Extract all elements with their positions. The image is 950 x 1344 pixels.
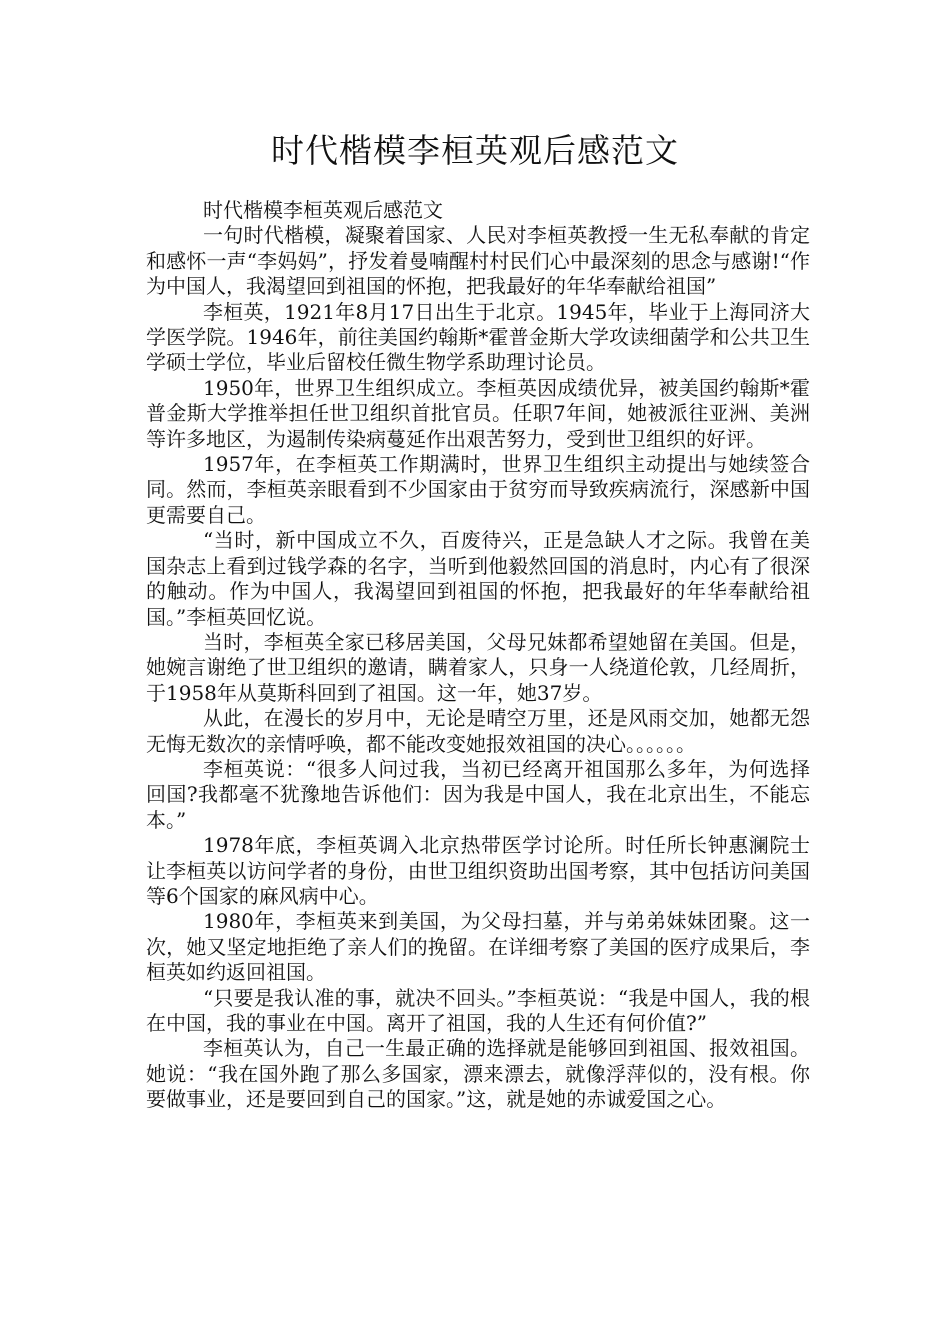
paragraph: 李桓英认为，自己一生最正确的选择就是能够回到祖国、报效祖国。她说：“我在国外跑了那么多国家，漂来漂去，就像浮萍似的，没有根。你要做事业，还是要回到自己的国家。”这，就是她的赤诚爱国之心。	[146, 1036, 810, 1112]
paragraph: 从此，在漫长的岁月中，无论是晴空万里，还是风雨交加，她都无怨无悔无数次的亲情呼唤，都不能改变她报效祖国的决心。。。。。。	[146, 706, 810, 756]
paragraph: 1950年，世界卫生组织成立。李桓英因成绩优异，被美国约翰斯*霍普金斯大学推举担任世卫组织首批官员。任职7年间，她被派往亚洲、美洲等许多地区，为遏制传染病蔓延作出艰苦努力，受到世卫组织的好评。	[146, 375, 810, 451]
paragraph: 1980年，李桓英来到美国，为父母扫墓，并与弟弟妹妹团聚。这一次，她又坚定地拒绝了亲人们的挽留。在详细考察了美国的医疗成果后，李桓英如约返回祖国。	[146, 909, 810, 985]
paragraph: “只要是我认准的事，就决不回头。”李桓英说：“我是中国人，我的根在中国，我的事业在中国。离开了祖国，我的人生还有何价值?”	[146, 985, 810, 1035]
paragraph: 当时，李桓英全家已移居美国，父母兄妹都希望她留在美国。但是，她婉言谢绝了世卫组织的邀请，瞒着家人，只身一人绕道伦敦，几经周折，于1958年从莫斯科回到了祖国。这一年，她37岁。	[146, 629, 810, 705]
paragraph: 一句时代楷模，凝聚着国家、人民对李桓英教授一生无私奉献的肯定和感怀一声“李妈妈”，抒发着曼喃醒村村民们心中最深刻的思念与感谢!“作为中国人，我渴望回到祖国的怀抱，把我最好的年华奉献给祖国”	[146, 223, 810, 299]
paragraph-subtitle: 时代楷模李桓英观后感范文	[203, 198, 443, 222]
paragraph: 1957年，在李桓英工作期满时，世界卫生组织主动提出与她续签合同。然而，李桓英亲眼看到不少国家由于贫穷而导致疾病流行，深感新中国更需要自己。	[146, 452, 810, 527]
document-title: 时代楷模李桓英观后感范文	[271, 131, 679, 170]
document-body	[146, 198, 810, 1113]
paragraph: 1978年底，李桓英调入北京热带医学讨论所。时任所长钟惠澜院士让李桓英以访问学者的身份，由世卫组织资助出国考察，其中包括访问美国等6个国家的麻风病中心。	[146, 833, 810, 908]
paragraph: 李桓英说：“很多人问过我，当初已经离开祖国那么多年，为何选择回国?我都毫不犹豫地告诉他们：因为我是中国人，我在北京出生，不能忘本。”	[146, 756, 810, 832]
paragraph: “当时，新中国成立不久，百废待兴，正是急缺人才之际。我曾在美国杂志上看到过钱学森的名字，当听到他毅然回国的消息时，内心有了很深的触动。作为中国人，我渴望回到祖国的怀抱，把我最好的年华奉献给祖国。”李桓英回忆说。	[146, 528, 810, 629]
paragraph: 李桓英，1921年8月17日出生于北京。1945年，毕业于上海同济大学医学院。1946年，前往美国约翰斯*霍普金斯大学攻读细菌学和公共卫生学硕士学位，毕业后留校任微生物学系助理讨论员。	[146, 299, 810, 375]
